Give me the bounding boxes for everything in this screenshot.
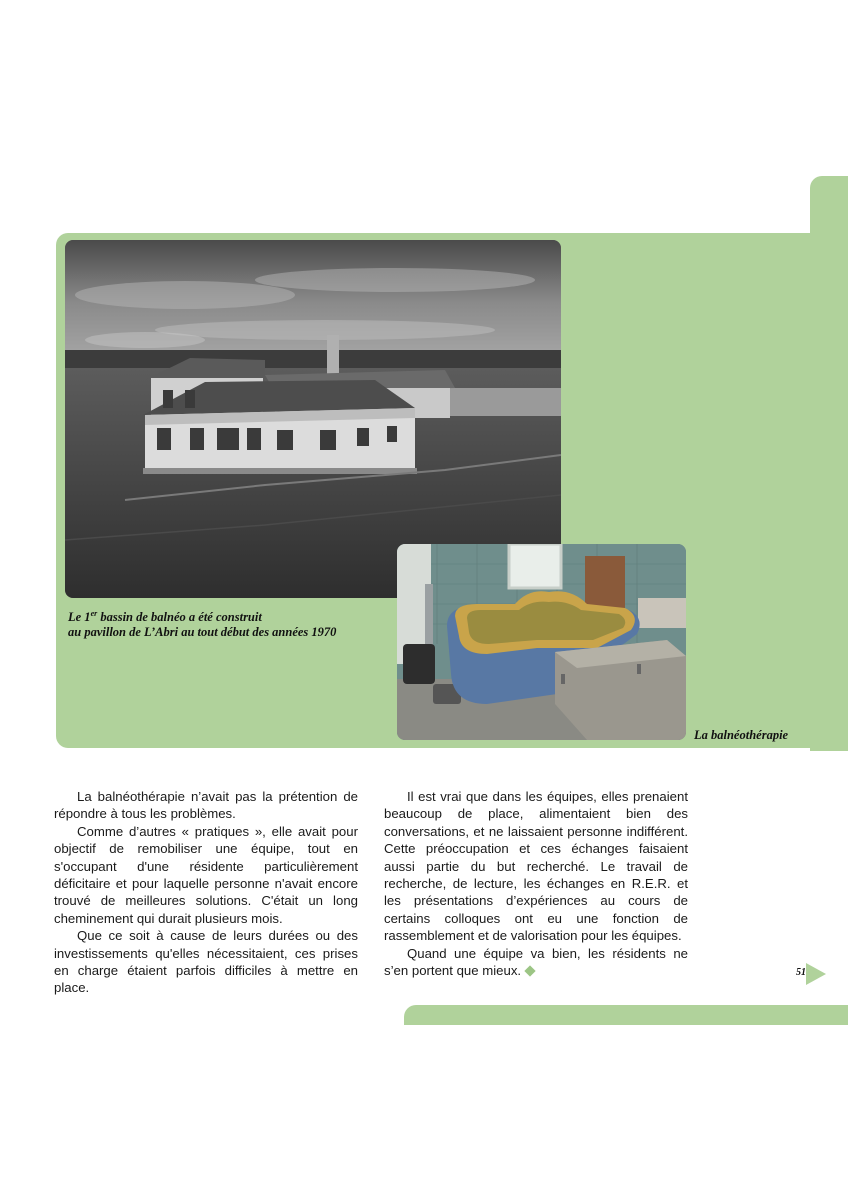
caption-1-superscript: er (90, 609, 98, 618)
text-column-left (54, 788, 358, 997)
caption-1-line2: au pavillon de L’Abri au tout début des années 1970 (68, 625, 337, 640)
caption-2-text: La balnéothérapie (694, 728, 789, 742)
right-paragraph-2 (384, 945, 688, 980)
left-paragraph-3: Que ce soit à cause de leurs durées ou des investissements qu'elles nécessitaient, ces prises en charge étaient parfois difficiles à mettre en place. (54, 928, 358, 996)
caption-1-prefix: Le 1 (68, 610, 91, 625)
caption-1-line1: bassin de balnéo a été construit (97, 610, 262, 625)
bottom-band (404, 1005, 848, 1025)
side-tab-band (810, 176, 848, 751)
balneotherapy-photo (397, 544, 686, 740)
old-building-caption (68, 606, 388, 640)
end-diamond-icon (524, 965, 535, 976)
page-number: 51 (796, 967, 806, 978)
left-paragraph-1: La balnéothérapie n’avait pas la prétention de répondre à tous les problèmes. (54, 789, 358, 822)
balneotherapy-caption (694, 728, 814, 743)
page-number-marker (796, 963, 824, 985)
page-chevron-icon (806, 963, 826, 985)
left-paragraph-2: Comme d’autres « pratiques », elle avait pour objectif de remobiliser une équipe, tout en s'occupant d'une résidente particulièrement déficitaire et pour laquelle personne n'avait encore trouvé de meilleures solutions. C'était un long cheminement qui durait plusieurs mois. (54, 823, 358, 926)
right-paragraph-1: Il est vrai que dans les équipes, elles prenaient beaucoup de place, alimentaient bien des conversations, et ne laissaient personne indifférent. Cette préoccupation et ces échanges faisaient aussi partie du but recherché. Le travail de recherche, de lecture, les échanges en R.E.R. et les présentations d’expériences au cours de certains colloques ont eu une fonction de rassemblement et de valorisation pour les équipes. (384, 789, 688, 944)
right-paragraph-2-text: Quand une équipe va bien, les résidents ne s’en portent que mieux. (384, 945, 688, 979)
panel-notch (793, 222, 810, 233)
text-column-right (384, 788, 688, 979)
